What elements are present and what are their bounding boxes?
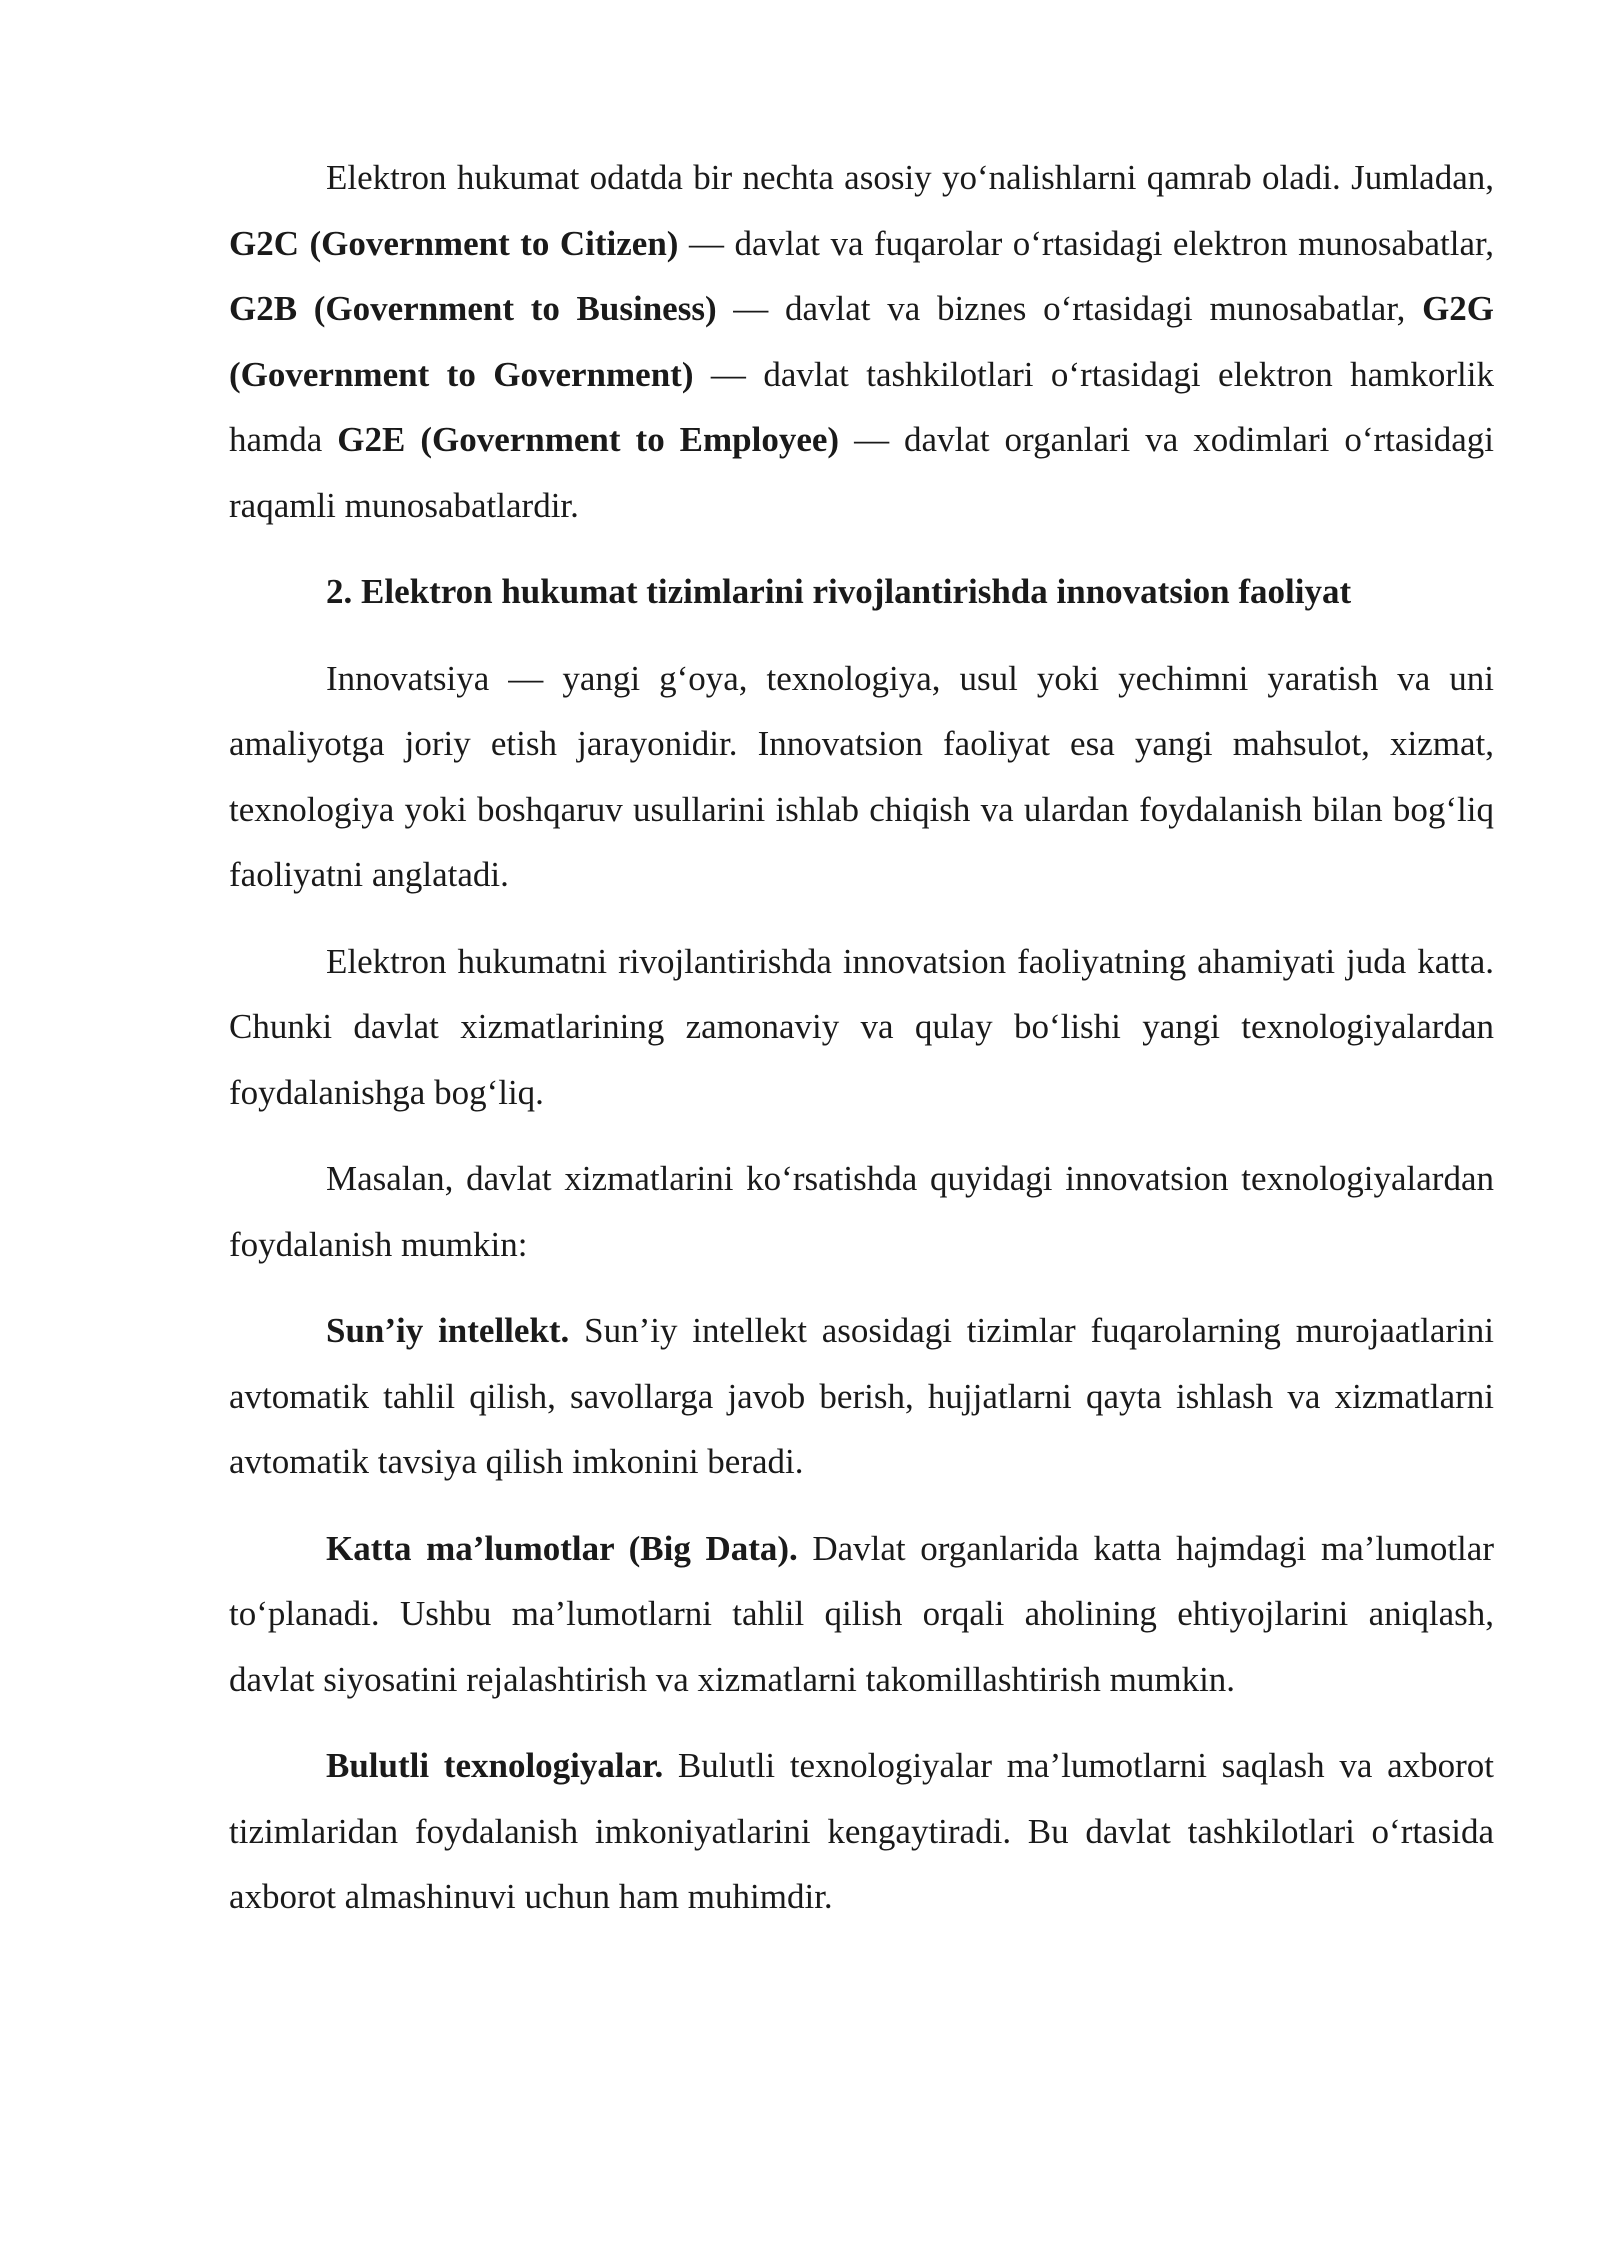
term-g2c: G2C (Government to Citizen) (229, 223, 679, 263)
section-heading: 2. Elektron hukumat tizimlarini rivojlantirishda innovatsion faoliyat (326, 572, 1352, 611)
paragraph-text: Davlat organlarida katta hajmdagi ma’lumotlar to‘planadi. Ushbu ma’lumotlarni tahlil qilish orqali aholining ehtiyojlarini aniqlash, davlat siyosatini rejalashtirish va xizmatlarni takomillashtirish mumkin. (229, 1528, 1494, 1699)
paragraph-big-data (229, 1516, 1494, 1713)
paragraph-artificial-intelligence (229, 1298, 1494, 1495)
paragraph-text: — davlat va fuqarolar o‘rtasidagi elektron munosabatlar, (678, 223, 1495, 263)
term-g2b: G2B (Government to Business) (229, 289, 717, 328)
term-g2e: G2E (Government to Employee) (337, 420, 840, 459)
paragraph-innovation-importance: Elektron hukumatni rivojlantirishda innovatsion faoliyatning ahamiyati juda katta. Chunki davlat xizmatlarining zamonaviy va qulay bo‘lishi yangi texnologiyalardan foydalanishga bog‘liq. (229, 941, 1494, 1112)
paragraph-e-government-directions (229, 145, 1494, 538)
paragraph-text: Sun’iy intellekt asosidagi tizimlar fuqarolarning murojaatlarini avtomatik tahlil qilish, savollarga javob berish, hujjatlarni qayta ishlash va xizmatlarni avtomatik tavsiya qilish imkonini beradi. (229, 1311, 1494, 1481)
paragraph-innovation-definition: Innovatsiya — yangi g‘oya, texnologiya, usul yoki yechimni yaratish va uni amaliyotga joriy etish jarayonidir. Innovatsion faoliyat esa yangi mahsulot, xizmat, texnologiya yoki boshqaruv usullarini ishlab chiqish va ulardan foydalanish bilan bog‘liq faoliyatni anglatadi. (229, 658, 1494, 894)
paragraph-text: — davlat organlari va xodimlari o‘rtasidagi raqamli munosabatlardir. (229, 420, 1494, 525)
term-artificial-intelligence: Sun’iy intellekt. (326, 1311, 570, 1350)
document-page (229, 145, 1494, 1951)
paragraph-text: Bulutli texnologiyalar ma’lumotlarni saqlash va axborot tizimlaridan foydalanish imkoniyatlarini kengaytiradi. Bu davlat tashkilotlari o‘rtasida axborot almashinuvi uchun ham muhimdir. (229, 1746, 1494, 1916)
paragraph-text: Elektron hukumat odatda bir nechta asosiy yo‘nalishlarni qamrab oladi. Jumladan, (326, 158, 1494, 197)
term-g2g: G2G (Government to Government) (229, 289, 1495, 394)
term-cloud-technologies: Bulutli texnologiyalar. (326, 1746, 664, 1785)
term-big-data: Katta ma’lumotlar (Big Data). (326, 1528, 798, 1568)
paragraph-text: — davlat va biznes o‘rtasidagi munosabatlar, (716, 289, 1423, 328)
paragraph-text: — davlat tashkilotlari o‘rtasidagi elektron hamkorlik hamda (229, 354, 1495, 459)
paragraph-cloud-technologies (229, 1733, 1494, 1930)
paragraph-examples-intro: Masalan, davlat xizmatlarini ko‘rsatishda quyidagi innovatsion texnologiyalardan foydalanish mumkin: (229, 1159, 1494, 1264)
